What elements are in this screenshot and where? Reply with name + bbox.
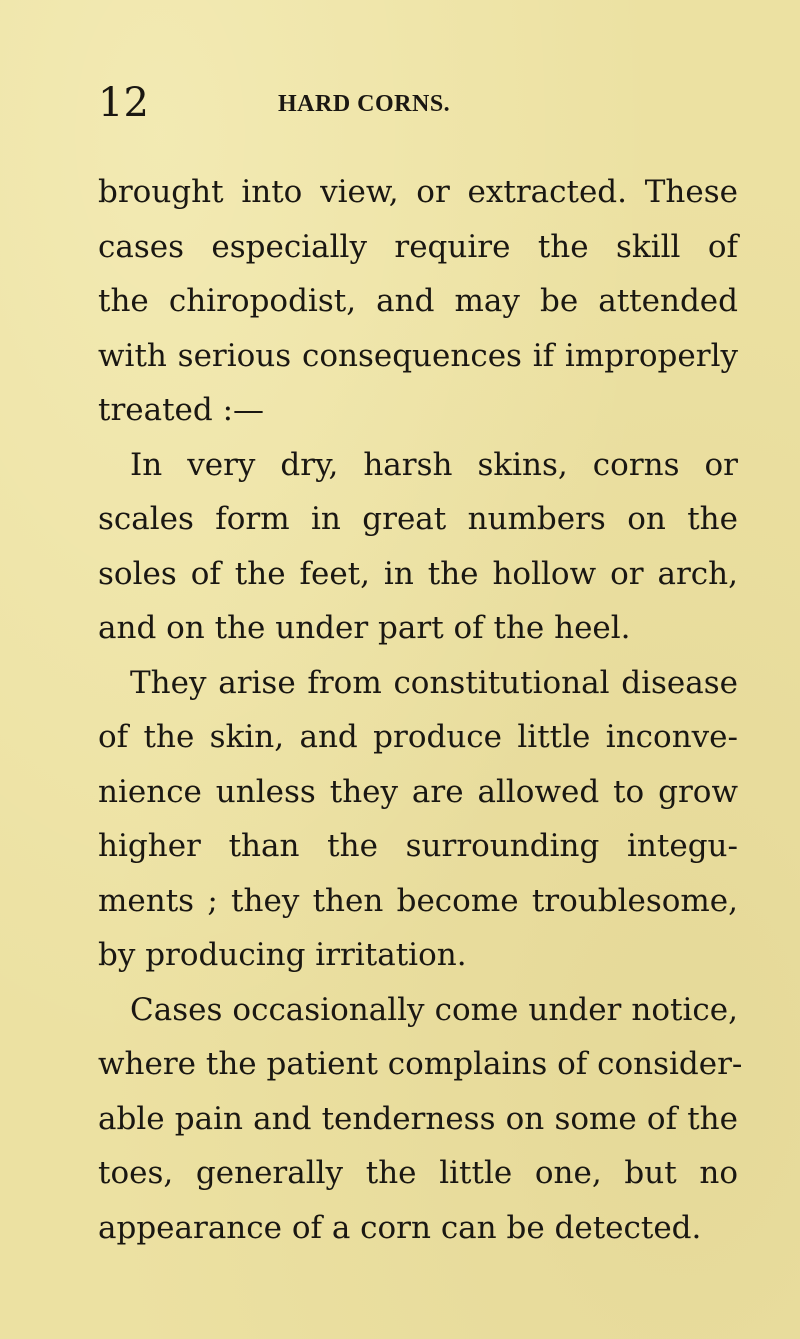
text-line: In very dry, harsh skins, corns or bbox=[130, 446, 738, 483]
text-line: of the skin, and produce little inconve- bbox=[98, 719, 738, 755]
text-line: Cases occasionally come under notice, bbox=[130, 991, 738, 1028]
text-line: by producing irritation. bbox=[98, 937, 467, 973]
text-line: cases especially require the skill of bbox=[98, 228, 738, 265]
running-head: HARD CORNS. bbox=[278, 91, 451, 117]
text-line: scales form in great numbers on the bbox=[98, 501, 738, 537]
text-line: They arise from constitutional disease bbox=[130, 664, 738, 701]
text-line: able pain and tenderness on some of the bbox=[98, 1100, 738, 1137]
text-line: higher than the surrounding integu- bbox=[98, 828, 738, 864]
text-line: soles of the feet, in the hollow or arch, bbox=[98, 555, 738, 592]
body-text bbox=[98, 165, 743, 1255]
page-number: 12 bbox=[98, 80, 149, 126]
text-line: nience unless they are allowed to grow bbox=[98, 773, 738, 810]
page-header bbox=[98, 78, 718, 128]
text-line: with serious consequences if improperly bbox=[98, 337, 738, 374]
text-line: where the patient complains of consider- bbox=[98, 1046, 743, 1082]
text-line: treated :— bbox=[98, 392, 265, 428]
text-line: brought into view, or extracted. These bbox=[98, 174, 738, 210]
text-line: ments ; they then become troublesome, bbox=[98, 882, 738, 919]
text-line: the chiropodist, and may be attended bbox=[98, 283, 738, 319]
text-line: toes, generally the little one, but no bbox=[98, 1155, 738, 1191]
text-line: and on the under part of the heel. bbox=[98, 610, 631, 646]
text-line: appearance of a corn can be detected. bbox=[98, 1209, 702, 1246]
